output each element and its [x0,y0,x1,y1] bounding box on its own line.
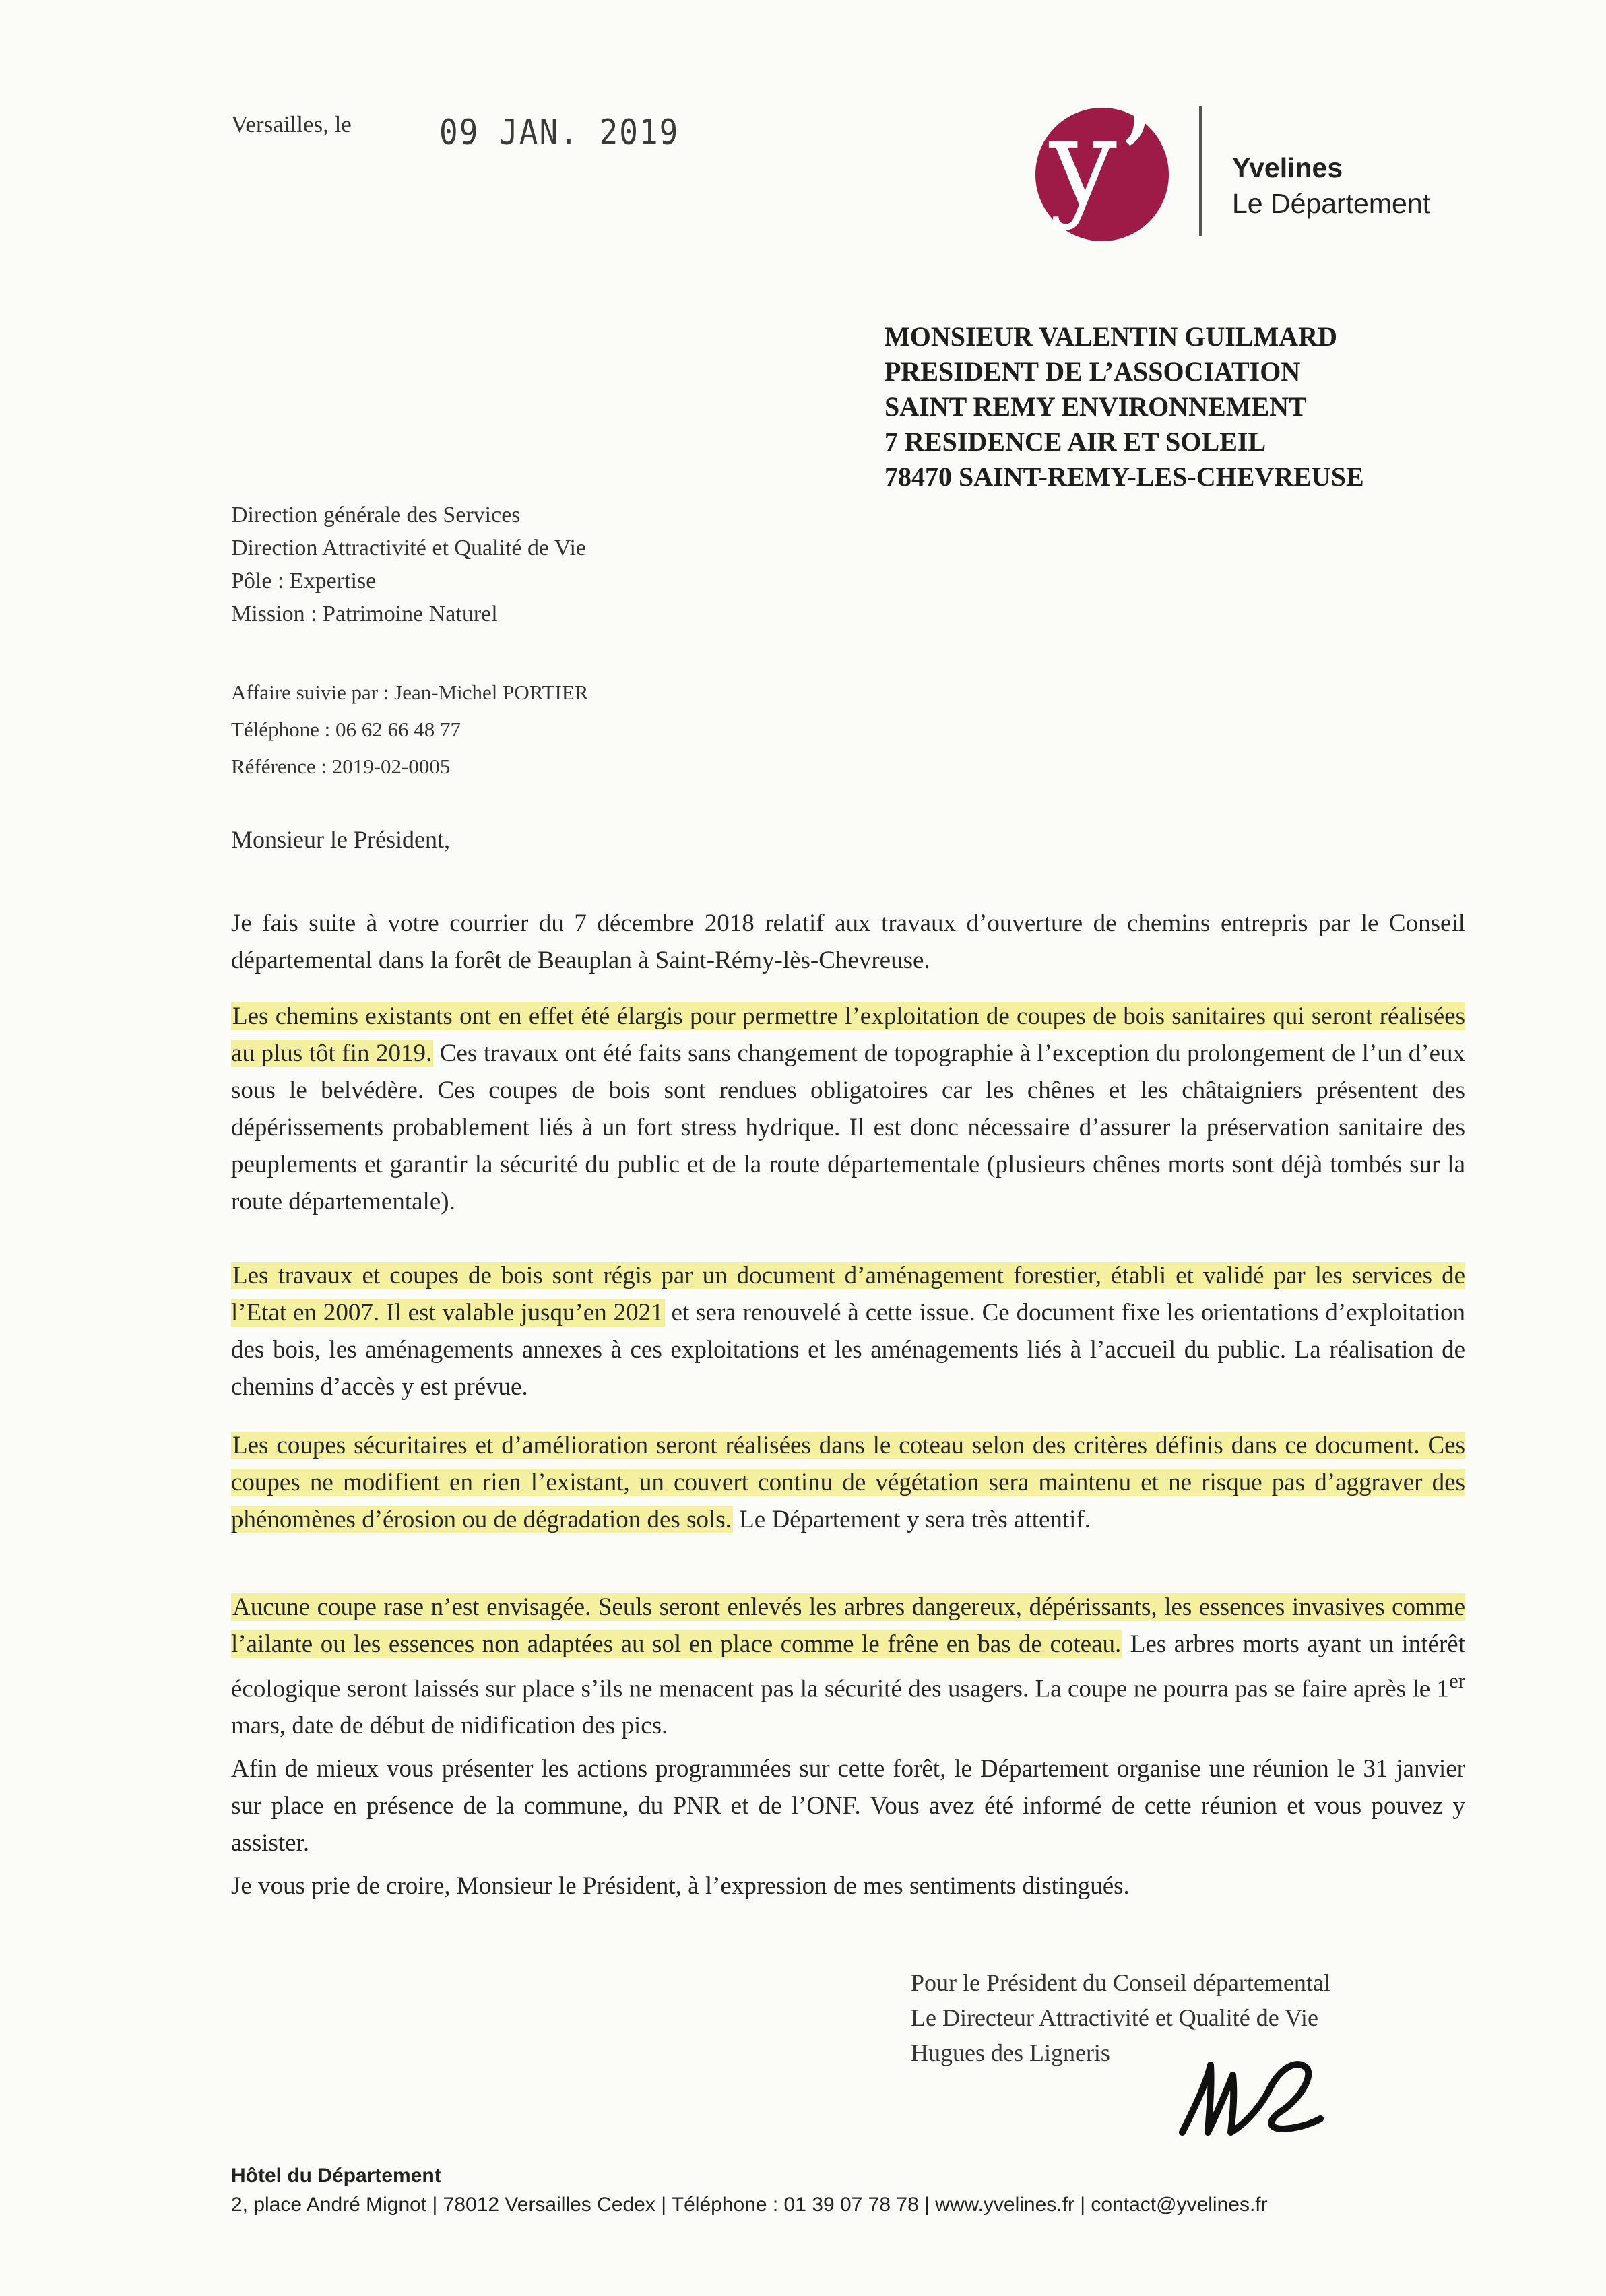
paragraph-text: mars, date de début de nidification des pics. [231,1712,668,1740]
service-line: Direction générale des Services [231,503,521,528]
paragraph-text: Afin de mieux vous présenter les actions programmées sur cette forêt, le Département organise une réunion le 31 janvier sur place en présence de la commune, du PNR et de l’ONF. Vous avez été informé de cette réunion et vous pouvez y assister. [231,1755,1465,1857]
paragraph-5 [231,1589,1465,1744]
reference-line: Référence : 2019-02-0005 [231,755,451,778]
logo-subtitle: Le Département [1232,188,1431,219]
affaire-line: Affaire suivie par : Jean-Michel PORTIER [231,680,589,704]
logo-divider [1199,106,1202,236]
footer-title: Hôtel du Département [231,2165,441,2187]
paragraph-3 [231,1257,1465,1405]
highlighted-text: Les travaux et coupes de bois sont régis par un document d’aménagement forestier, établi et validé par les services de l’Etat en 2007. Il est valable jusqu’en 2021 [231,1262,1465,1327]
closing-formula [231,1868,1465,1905]
logo-name: Yvelines [1232,152,1343,183]
paragraph-text: et sera renouvelé à cette issue. Ce document fixe les orientations d’exploitation des bois, les aménagements annexes à ces exploitations et les aménagements liés à l’accueil du public. La réalisation de chemins d’accès y est prévue. [231,1299,1465,1401]
signer-name: Hugues des Ligneris [911,2039,1110,2066]
recipient-line: 7 RESIDENCE AIR ET SOLEIL [885,426,1266,457]
paragraph-1 [231,905,1465,979]
superscript: er [1449,1669,1465,1692]
recipient-line: PRESIDENT DE L’ASSOCIATION [885,356,1301,387]
recipient-line: 78470 SAINT-REMY-LES-CHEVREUSE [885,461,1364,492]
paragraph-text: Je vous prie de croire, Monsieur le Président, à l’expression de mes sentiments distingués. [231,1872,1130,1900]
service-line: Mission : Patrimoine Naturel [231,602,498,627]
paragraph-text: Ces travaux ont été faits sans changement de topographie à l’exception du prolongement de l’un d’eux sous le belvédère. Ces coupes de bois sont rendues obligatoires car les chênes et les châtaigniers présentent des dépérissements probablement liés à un fort stress hydrique. Il est donc nécessaire d’assurer la préservation sanitaire des peuplements et garantir la sécurité du public et de la route départementale (plusieurs chênes morts sont déjà tombés sur la route départementale). [231,1040,1465,1215]
logo-letter: y’ [1049,92,1155,232]
service-line: Direction Attractivité et Qualité de Vie [231,536,586,561]
highlighted-text: Les coupes sécuritaires et d’amélioration seront réalisées dans le coteau selon des critères définis dans ce document. Ces coupes ne modifient en rien l’existant, un couvert continu de végétation sera maintenu et ne risque pas d’aggraver des phénomènes d’érosion ou de dégradation des sols. [231,1432,1465,1533]
signature-line: Le Directeur Attractivité et Qualité de Vie [911,2004,1318,2031]
signature-line: Pour le Président du Conseil départemental [911,1969,1330,1996]
highlighted-text: Les chemins existants ont en effet été élargis pour permettre l’exploitation de coupes de bois sanitaires qui seront réalisées au plus tôt fin 2019. [231,1002,1465,1067]
handwritten-signature-icon [1169,2038,1330,2146]
recipient-line: MONSIEUR VALENTIN GUILMARD [885,321,1337,352]
telephone-line: Téléphone : 06 62 66 48 77 [231,718,461,741]
recipient-line: SAINT REMY ENVIRONNEMENT [885,391,1307,422]
service-block [231,499,586,631]
paragraph-text: Les arbres morts ayant un intérêt écologique seront laissés sur place s’ils ne menacent pas la sécurité des usagers. La coupe ne pourra pas se faire après le 1 [231,1630,1465,1703]
date-stamp: 09 JAN. 2019 [439,112,680,153]
salutation: Monsieur le Président, [231,826,450,853]
paragraph-4 [231,1427,1465,1538]
place-label: Versailles, le [231,111,352,137]
highlighted-text: Aucune coupe rase n’est envisagée. Seuls seront enlevés les arbres dangereux, dépérissants, les essences invasives comme l’ailante ou les essences non adaptées au sol en place comme le frêne en bas de coteau. [231,1593,1465,1658]
recipient-address [885,319,1364,495]
paragraph-text: Le Département y sera très attentif. [732,1506,1091,1533]
paragraph-text: Je fais suite à votre courrier du 7 décembre 2018 relatif aux travaux d’ouverture de chemins entrepris par le Conseil départemental dans la forêt de Beauplan à Saint-Rémy-lès-Chevreuse. [231,910,1465,974]
contact-block [231,674,588,785]
footer-address: 2, place André Mignot | 78012 Versailles Cedex | Téléphone : 01 39 07 78 78 | www.yvelines.fr | contact@yvelines.fr [231,2194,1268,2216]
paragraph-2 [231,998,1465,1220]
paragraph-6 [231,1750,1465,1861]
service-line: Pôle : Expertise [231,569,377,594]
